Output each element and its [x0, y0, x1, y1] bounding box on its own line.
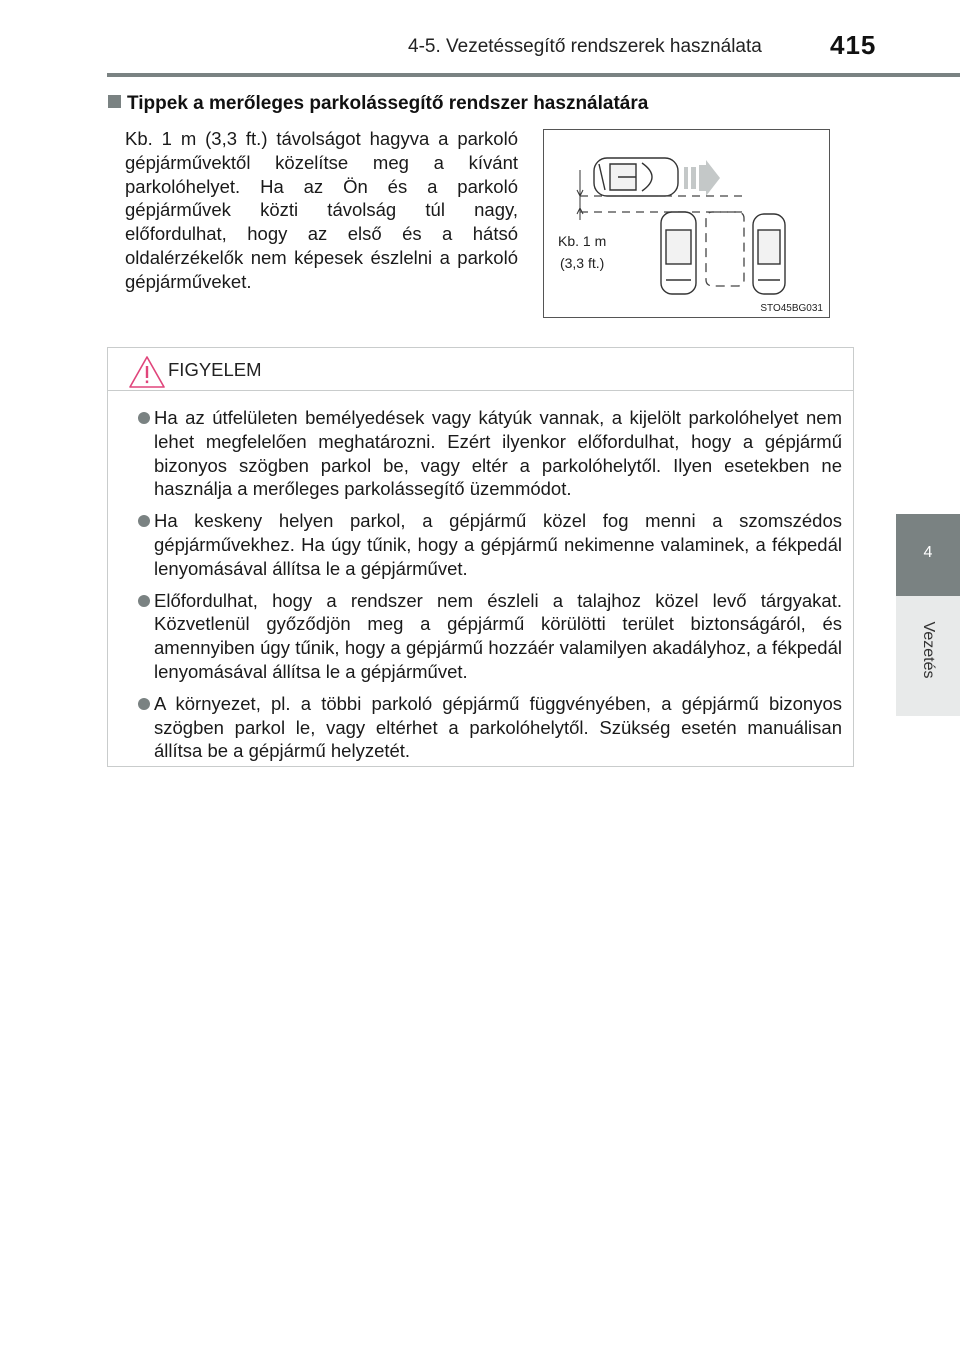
chapter-label: Vezetés [920, 621, 937, 679]
warning-triangle-icon [128, 355, 166, 389]
parking-diagram [544, 130, 829, 317]
bullet-icon [138, 595, 150, 607]
distance-label-metric: Kb. 1 m [558, 233, 607, 249]
section-heading [108, 93, 648, 115]
section-heading-text: Tippek a merőleges parkolássegítő rendszer használatára [127, 93, 649, 114]
sensor-line [580, 196, 744, 212]
approaching-car-icon [594, 158, 678, 196]
intro-paragraph: Kb. 1 m (3,3 ft.) távolságot hagyva a parkoló gépjárművektől közelítse meg a kívánt parkolóhelyet. Ha az Ön és a parkoló gépjárművek közti távolság túl nagy, előfordulhat, hogy az első és a hátsó oldalérzékelők nem képesek észlelni a parkoló gépjárműveket. [125, 128, 518, 292]
parked-car-left-icon [661, 212, 696, 294]
direction-arrow-icon [684, 160, 720, 196]
bullet-icon [138, 515, 150, 527]
warning-item-text: Előfordulhat, hogy a rendszer nem észleli a talajhoz közel levő tárgyakat. Közvetlenül győződjön meg a gépjármű körülötti terület biztonságáról, és amennyiben úgy tűnik, hogy a gépjármű hozzáér valamilyen akadályhoz, a fékpedál lenyomásával állítsa le a gépjárművet. [154, 589, 842, 682]
parked-car-right-icon [753, 214, 785, 294]
warning-item [138, 406, 842, 501]
parking-illustration [543, 129, 830, 318]
chapter-tab [896, 514, 960, 596]
target-space-outline [706, 212, 744, 286]
warning-item [138, 589, 842, 684]
bullet-icon [138, 698, 150, 710]
header-rule [107, 73, 960, 77]
warning-box [107, 347, 854, 767]
warning-item-text: A környezet, pl. a többi parkoló gépjármű függvényében, a gépjármű bizonyos szögben parkol le, vagy eltérhet a parkolóhelytől. Szükség esetén manuálisan állítsa be a gépjármű helyzetét. [154, 692, 842, 762]
square-bullet-icon [108, 95, 121, 108]
warning-item-text: Ha az útfelületen bemélyedések vagy kátyúk vannak, a kijelölt parkolóhelyet nem lehet megfelelően meghatározni. Ezért ilyenkor előfordulhat, hogy a gépjármű bizonyos szögben parkol be, vagy eltér a parkolóhelytől. Ilyen esetekben ne használja a merőleges parkolássegítő üzemmódot. [154, 407, 842, 500]
warning-item [138, 509, 842, 580]
page-number: 415 [830, 30, 877, 60]
distance-label [558, 230, 606, 274]
bullet-icon [138, 412, 150, 424]
warning-list [138, 406, 842, 771]
figure-code: STO45BG031 [760, 303, 823, 314]
running-header: 4-5. Vezetéssegítő rendszerek használata [408, 36, 762, 57]
distance-label-imperial: (3,3 ft.) [559, 255, 605, 271]
warning-item-text: Ha keskeny helyen parkol, a gépjármű közel fog menni a szomszédos gépjárművekhez. Ha úgy tűnik, hogy a gépjármű nekimenne valaminek, a fékpedál lenyomásával állítsa le a gépjárművet. [154, 510, 842, 579]
warning-item [138, 692, 842, 763]
warning-title: FIGYELEM [168, 359, 262, 380]
chapter-number: 4 [923, 544, 933, 561]
warning-header [108, 348, 853, 391]
